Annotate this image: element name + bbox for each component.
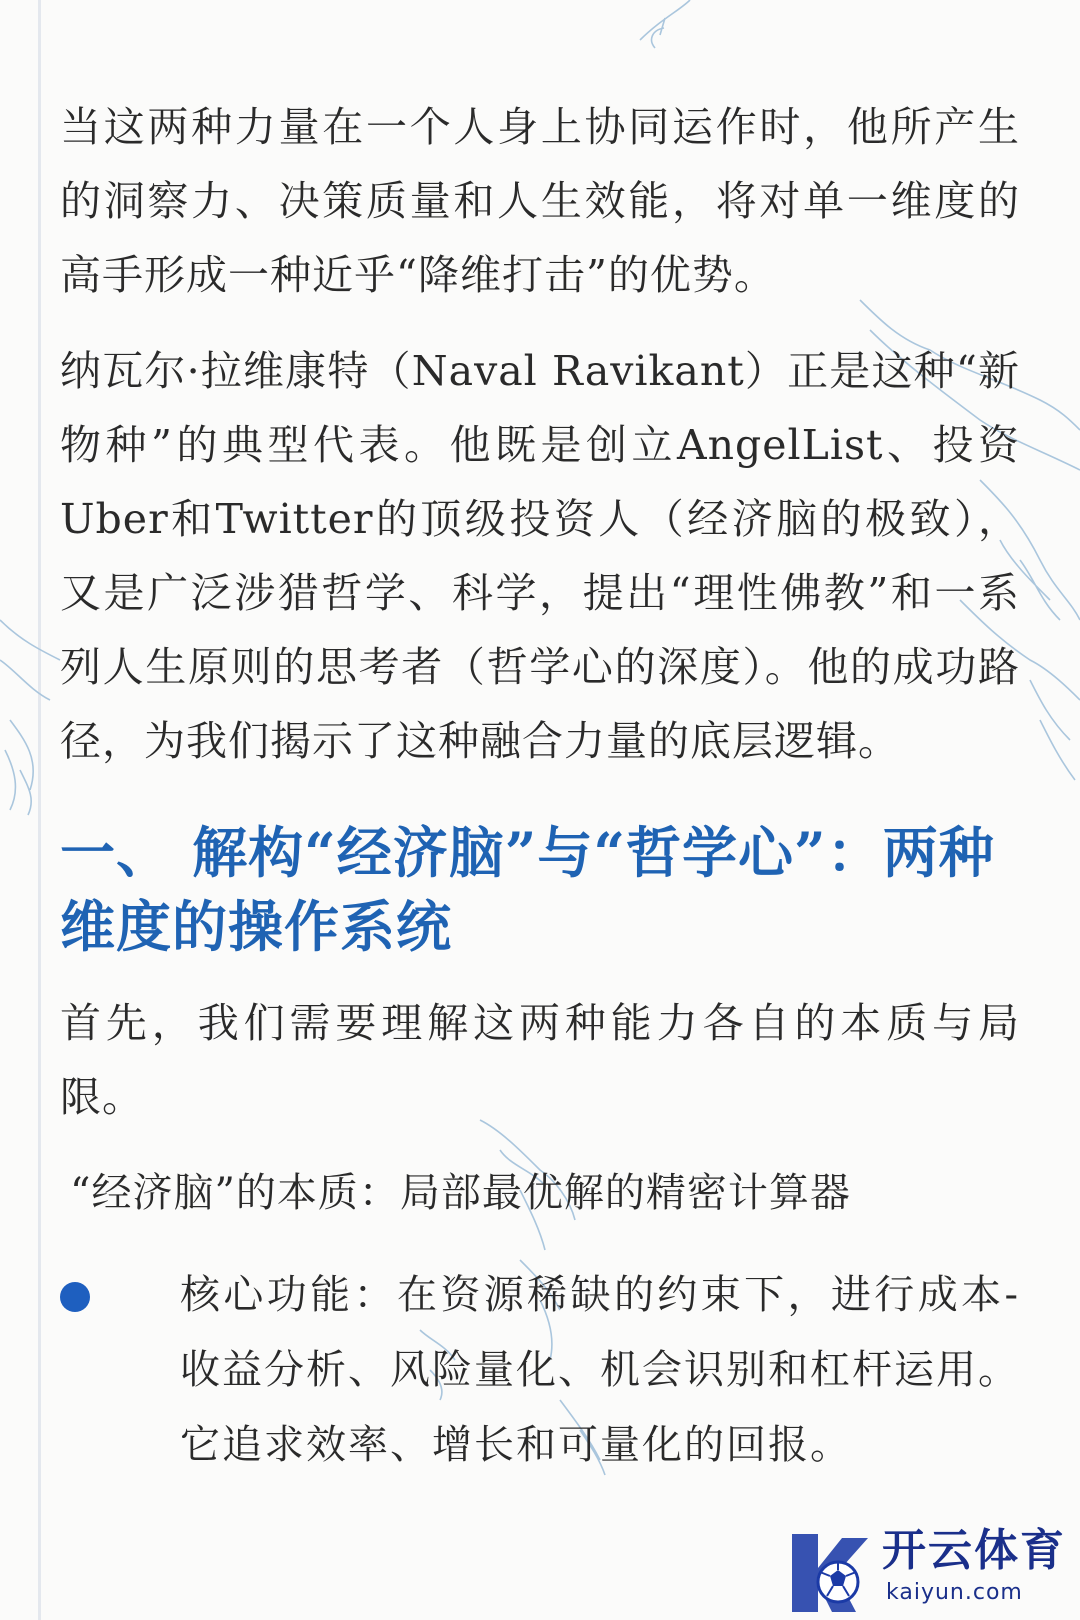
paragraph-intro: 当这两种力量在一个人身上协同运作时，他所产生的洞察力、决策质量和人生效能，将对单一维度的高手形成一种近乎“降维打击”的优势。 xyxy=(60,103,1020,299)
bullet-text: 核心功能：在资源稀缺的约束下，进行成本-收益分析、风险量化、机会识别和杠杆运用。它追求效率、增长和可量化的回报。 xyxy=(180,1272,1020,1468)
paragraph-first: 首先，我们需要理解这两种能力各自的本质与局限。 xyxy=(60,999,1020,1121)
article-body xyxy=(60,90,1020,1483)
bullet-item xyxy=(60,1258,1020,1483)
watermark-brand-text: 开云体育 xyxy=(882,1525,1066,1576)
section-heading: 一、 解构“经济脑”与“哲学心”：两种维度的操作系统 xyxy=(60,820,995,959)
left-margin-rule xyxy=(38,0,41,1620)
subheading-economic-brain: “经济脑”的本质：局部最优解的精密计算器 xyxy=(70,1170,851,1216)
soccer-ball-logo-icon xyxy=(782,1522,878,1618)
watermark-url: kaiyun.com xyxy=(886,1580,1023,1605)
brand-watermark xyxy=(782,1522,1072,1618)
paragraph-naval: 纳瓦尔·拉维康特（Naval Ravikant）正是这种“新物种”的典型代表。他既是创立AngelList、投资Uber和Twitter的顶级投资人（经济脑的极致），又是广泛涉猎哲学、科学，提出“理性佛教”和一系列人生原则的思考者（哲学心的深度）。他的成功路径，为我们揭示了这种融合力量的底层逻辑。 xyxy=(60,347,1020,765)
bullet-dot-icon xyxy=(60,1282,90,1312)
